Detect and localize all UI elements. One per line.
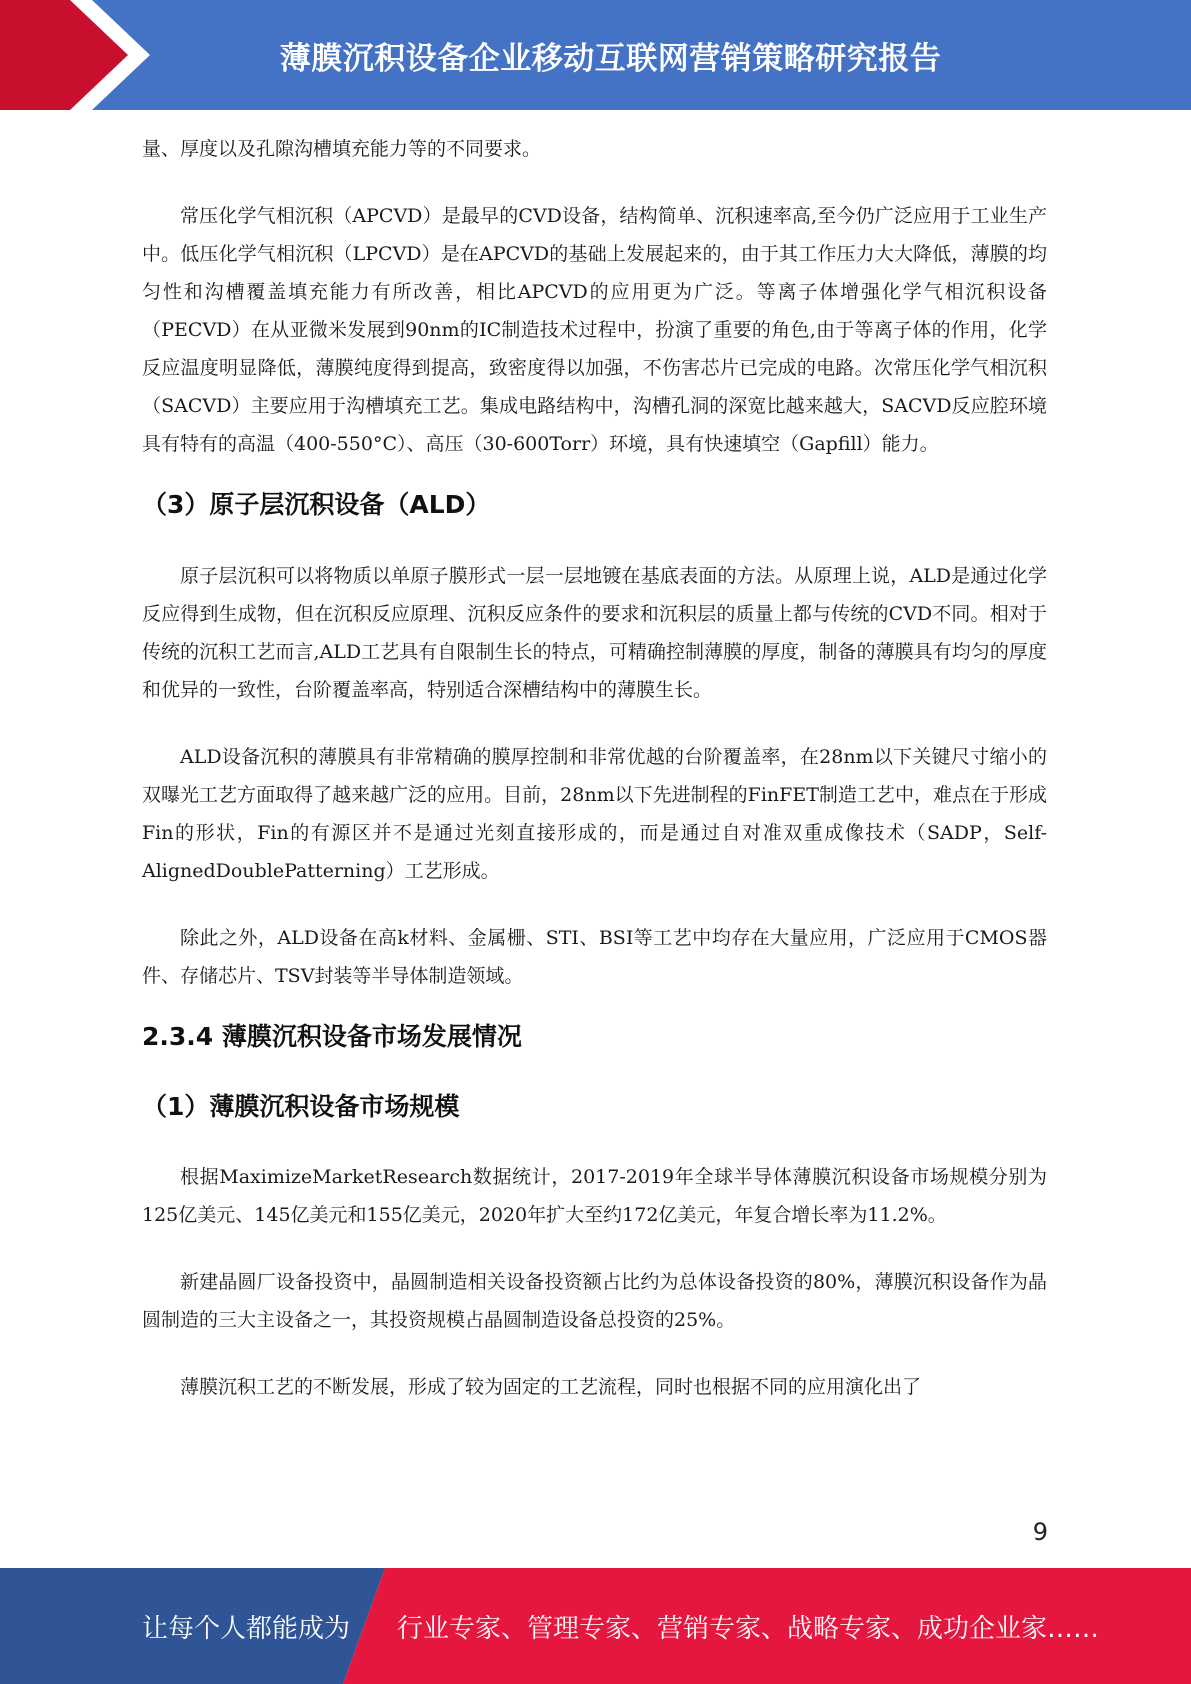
report-title: 薄膜沉积设备企业移动互联网营销策略研究报告: [279, 40, 942, 77]
paragraph-ald-other-uses: 除此之外，ALD设备在高k材料、金属栅、STI、BSI等工艺中均存在大量应用，广泛应用于CMOS器件、存储芯片、TSV封装等半导体制造领域。: [142, 927, 1047, 987]
footer-slogan-left: 让每个人都能成为: [142, 1613, 351, 1644]
paragraph-ald-principle: 原子层沉积可以将物质以单原子膜形式一层一层地镀在基底表面的方法。从原理上说，ALD是通过化学反应得到生成物，但在沉积反应原理、沉积反应条件的要求和沉积层的质量上都与传统的CVD不同。相对于传统的沉积工艺而言,ALD工艺具有自限制生长的特点，可精确控制薄膜的厚度，制备的薄膜具有均匀的厚度和优异的一致性，台阶覆盖率高，特别适合深槽结构中的薄膜生长。: [142, 565, 1047, 701]
heading-market-scale: （1）薄膜沉积设备市场规模: [142, 1092, 460, 1121]
paragraph-investment-share: 新建晶圆厂设备投资中，晶圆制造相关设备投资额占比约为总体设备投资的80%，薄膜沉积设备作为晶圆制造的三大主设备之一，其投资规模占晶圆制造设备总投资的25%。: [142, 1271, 1047, 1331]
document-body: [142, 130, 1047, 1406]
paragraph-continuation: 量、厚度以及孔隙沟槽填充能力等的不同要求。: [142, 138, 542, 160]
paragraph-cvd-types: 常压化学气相沉积（APCVD）是最早的CVD设备，结构简单、沉积速率高,至今仍广泛应用于工业生产中。低压化学气相沉积（LPCVD）是在APCVD的基础上发展起来的，由于其工作压力大大降低，薄膜的均匀性和沟槽覆盖填充能力有所改善，相比APCVD的应用更为广泛。等离子体增强化学气相沉积设备（PECVD）在从亚微米发展到90nm的IC制造技术过程中，扮演了重要的角色,由于等离子体的作用，化学反应温度明显降低，薄膜纯度得到提高，致密度得以加强，不伤害芯片已完成的电路。次常压化学气相沉积（SACVD）主要应用于沟槽填充工艺。集成电路结构中，沟槽孔洞的深宽比越来越大，SACVD反应腔环境具有特有的高温（400-550°C）、高压（30-600Torr）环境，具有快速填空（Gapfill）能力。: [142, 205, 1047, 455]
header-chevron-decoration: [0, 0, 160, 110]
paragraph-process-evolution: 薄膜沉积工艺的不断发展，形成了较为固定的工艺流程，同时也根据不同的应用演化出了: [180, 1376, 922, 1398]
page-header: [0, 0, 1191, 110]
section-heading-market: 2.3.4 薄膜沉积设备市场发展情况: [142, 1022, 522, 1051]
page-footer: [0, 1568, 1191, 1684]
paragraph-market-stats: 根据MaximizeMarketResearch数据统计，2017-2019年全球半导体薄膜沉积设备市场规模分别为125亿美元、145亿美元和155亿美元，2020年扩大至约172亿美元，年复合增长率为11.2%。: [142, 1166, 1047, 1226]
footer-slogan-right: 行业专家、管理专家、营销专家、战略专家、成功企业家……: [397, 1613, 1100, 1644]
page-number: 9: [1032, 1518, 1048, 1546]
heading-ald: （3）原子层沉积设备（ALD）: [142, 490, 491, 519]
paragraph-ald-applications: ALD设备沉积的薄膜具有非常精确的膜厚控制和非常优越的台阶覆盖率，在28nm以下关键尺寸缩小的双曝光工艺方面取得了越来越广泛的应用。目前，28nm以下先进制程的FinFET制造工艺中，难点在于形成Fin的形状，Fin的有源区并不是通过光刻直接形成的，而是通过自对准双重成像技术（SADP，Self-AlignedDoublePatterning）工艺形成。: [142, 746, 1047, 882]
